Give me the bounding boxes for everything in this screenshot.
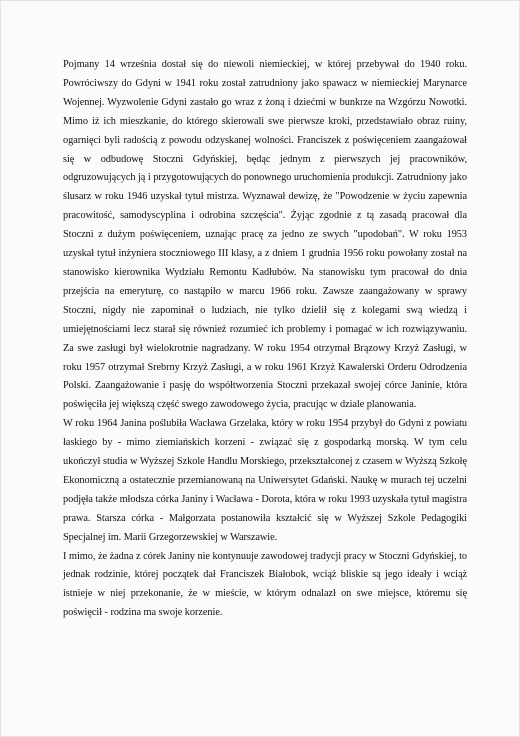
paragraph-1: Pojmany 14 września dostał się do niewoli niemieckiej, w której przebywał do 1940 roku. Powróciwszy do Gdyni w 1941 roku został zatrudniony jako spawacz w niemieckiej Marynarce Wojennej. Wyzwolenie Gdyni zastało go wraz z żoną i dziećmi w bunkrze na Wzgórzu Nowotki. Mimo iż ich mieszkanie, do którego skierowali swe pierwsze kroki, przedstawiało obraz ruiny, ogarnięci byli radością z powodu odzyskanej wolności. Franciszek z poświęceniem zaangażował się w odbudowę Stoczni Gdyńskiej, będąc jednym z pierwszych jej pracowników, odgruzowujących ją i przygotowujących do ponownego uruchomienia produkcji. Zatrudniony jako ślusarz w roku 1946 uzyskał tytuł mistrza. Wyznawał dewizę, że "Powodzenie w życiu zapewnia pracowitość, samodyscyplina i odrobina szczęścia". Żyjąc zgodnie z tą zasadą pracował dla Stoczni z dużym poświęceniem, uznając pracę za jedno ze swych "upodobań". W roku 1953 uzyskał tytuł inżyniera stoczniowego III klasy, a z dniem 1 grudnia 1956 roku powołany został na stanowisko kierownika Wydziału Remontu Kadłubów. Na stanowisku tym pracował do dnia przejścia na emeryturę, co nastąpiło w marcu 1966 roku. Zawsze zaangażowany w sprawy Stoczni, nigdy nie zapominał o ludziach, nie tylko dzielił się z kolegami swą wiedzą i umiejętnościami lecz starał się również rozumieć ich problemy i pomagać w ich rozwiązywaniu. Za swe zasługi był wielokrotnie nagradzany. W roku 1954 otrzymał Brązowy Krzyż Zasługi, w roku 1957 otrzymał Srebrny Krzyż Zasługi, a w roku 1961 Krzyż Kawalerski Orderu Odrodzenia Polski. Zaangażowanie i pasję do współtworzenia Stoczni przekazał swojej córce Janinie, która poświęciła jej większą część swego zawodowego życia, pracując w dziale planowania. <box>63 59 467 411</box>
paragraph-2: W roku 1964 Janina poślubiła Wacława Grzelaka, który w roku 1954 przybył do Gdyni z powiatu łaskiego by - mimo ziemiańskich korzeni - związać się z gospodarką morską. W tym celu ukończył studia w Wyższej Szkole Handlu Morskiego, przekształconej z czasem w Wyższą Szkołę Ekonomiczną a ostatecznie przemianowaną na Uniwersytet Gdański. Naukę w murach tej uczelni podjęła także młodsza córka Janiny i Wacława - Dorota, która w roku 1993 uzyskała tytuł magistra prawa. Starsza córka - Małgorzata postanowiła kształcić się w Wyższej Szkole Pedagogiki Specjalnej im. Marii Grzegorzewskiej w Warszawie. <box>63 418 467 543</box>
document-body <box>63 56 467 623</box>
paragraph-3: I mimo, że żadna z córek Janiny nie kontynuuje zawodowej tradycji pracy w Stoczni Gdyńskiej, to jednak rodzinie, której początek dał Franciszek Białobok, wciąż bliskie są jego ideały i wciąż istnieje w niej przekonanie, że w mieście, w którym odnalazł on swe miejsce, któremu się poświęcił - rodzina ma swoje korzenie. <box>63 550 467 619</box>
